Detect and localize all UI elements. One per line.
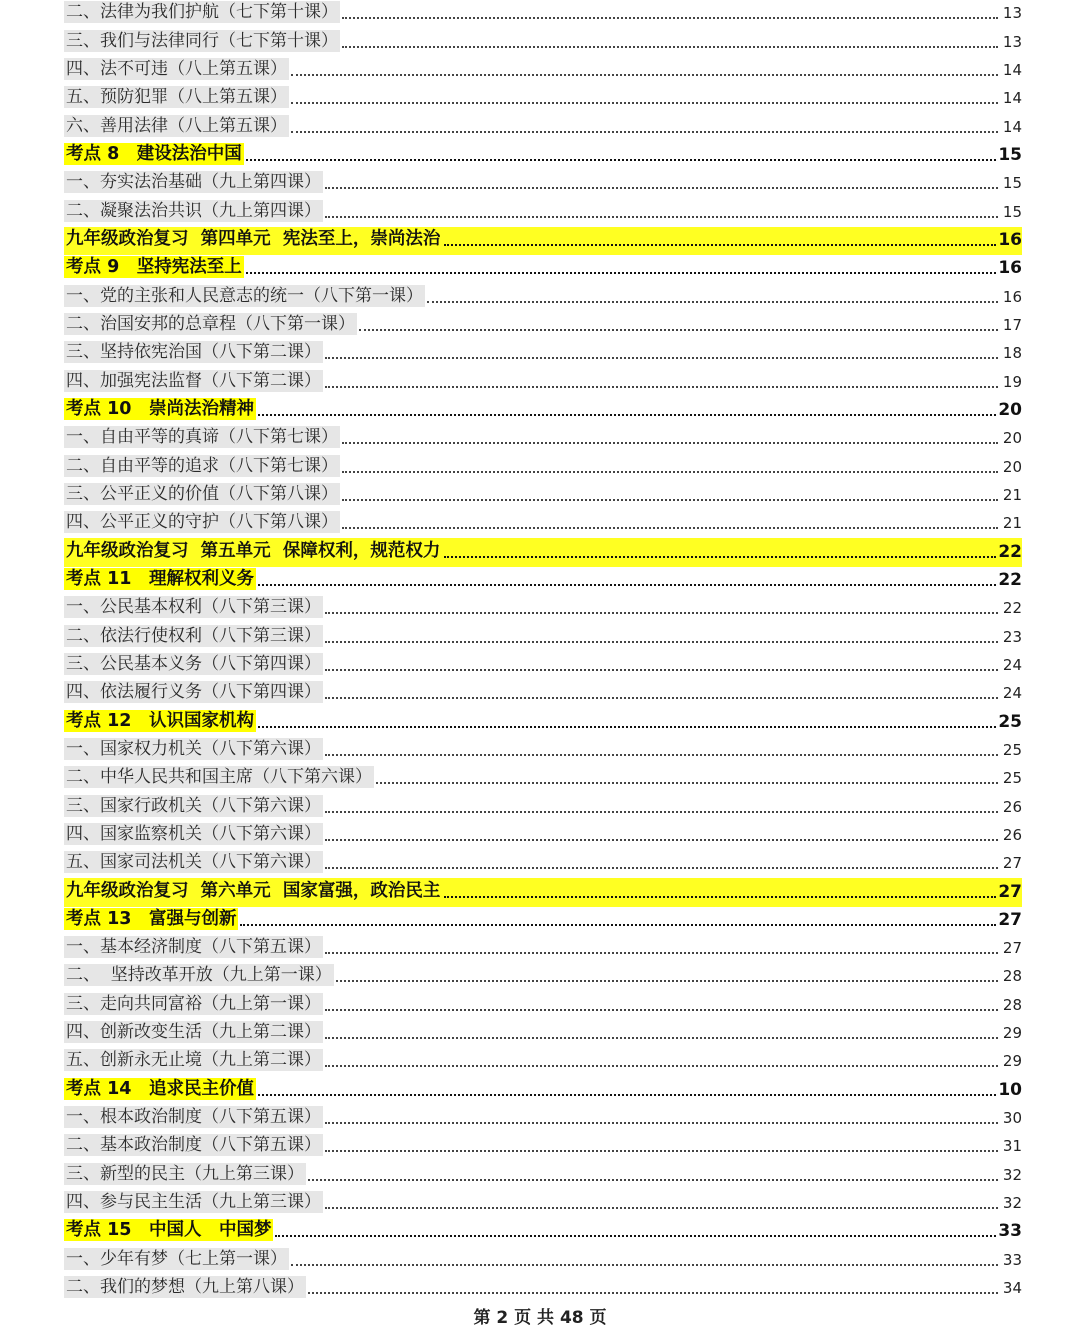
toc-entry[interactable] <box>64 1246 1022 1274</box>
toc-page-number: 22 <box>998 541 1022 562</box>
toc-page-number: 23 <box>1002 627 1022 646</box>
toc-entry[interactable] <box>64 737 1022 765</box>
toc-entry[interactable] <box>64 453 1022 481</box>
dot-leader <box>444 556 996 558</box>
toc-page-number: 20 <box>1002 457 1022 476</box>
toc-entry[interactable] <box>64 1275 1022 1303</box>
dot-leader <box>325 612 998 614</box>
dot-leader <box>325 641 998 643</box>
toc-page-number: 14 <box>1002 117 1022 136</box>
toc-entry-title: 三、公平正义的价值（八下第八课） <box>66 483 338 504</box>
dot-leader <box>336 980 998 982</box>
toc-page-number: 14 <box>1002 60 1022 79</box>
toc-entry[interactable] <box>64 1048 1022 1076</box>
dot-leader <box>444 244 996 246</box>
toc-entry[interactable] <box>64 340 1022 368</box>
toc-page-number: 27 <box>998 881 1022 902</box>
toc-entry-title: 九年级政治复习 第四单元 宪法至上，崇尚法治 <box>66 228 441 249</box>
dot-leader <box>325 867 998 869</box>
toc-entry[interactable] <box>64 1133 1022 1161</box>
toc-entry[interactable] <box>64 935 1022 963</box>
toc-entry-title: 六、善用法律（八上第五课） <box>66 115 287 136</box>
toc-section-heading[interactable] <box>64 567 1022 595</box>
toc-entry-title: 二、 坚持改革开放（九上第一课） <box>66 965 332 986</box>
dot-leader <box>325 1037 998 1039</box>
dot-leader <box>342 471 998 473</box>
dot-leader <box>325 216 998 218</box>
toc-page-number: 31 <box>1002 1137 1022 1156</box>
toc-entry[interactable] <box>64 0 1022 28</box>
toc-page-number: 32 <box>1002 1165 1022 1184</box>
toc-entry[interactable] <box>64 113 1022 141</box>
toc-unit-heading[interactable] <box>64 227 1022 255</box>
toc-entry-title: 一、夯实法治基础（九上第四课） <box>66 172 321 193</box>
toc-section-heading[interactable] <box>64 1218 1022 1246</box>
toc-section-heading[interactable] <box>64 397 1022 425</box>
dot-leader <box>258 584 996 586</box>
toc-entry[interactable] <box>64 652 1022 680</box>
toc-entry-title: 一、党的主张和人民意志的统一（八下第一课） <box>66 285 423 306</box>
toc-entry-title: 三、我们与法律同行（七下第十课） <box>66 30 338 51</box>
toc-page-number: 33 <box>998 1221 1022 1242</box>
toc-entry[interactable] <box>64 482 1022 510</box>
dot-leader <box>258 726 996 728</box>
toc-page-number: 13 <box>1002 32 1022 51</box>
toc-entry-title: 二、自由平等的追求（八下第七课） <box>66 455 338 476</box>
toc-entry-title: 考点 8 建设法治中国 <box>66 143 242 164</box>
toc-entry[interactable] <box>64 680 1022 708</box>
toc-page-number: 33 <box>1002 1250 1022 1269</box>
dot-leader <box>325 187 998 189</box>
toc-entry[interactable] <box>64 368 1022 396</box>
toc-entry[interactable] <box>64 170 1022 198</box>
dot-leader <box>240 924 996 926</box>
toc-entry[interactable] <box>64 425 1022 453</box>
toc-entry-title: 五、创新永无止境（九上第二课） <box>66 1050 321 1071</box>
toc-page-number: 15 <box>1002 202 1022 221</box>
dot-leader <box>325 669 998 671</box>
toc-entry-title: 四、国家监察机关（八下第六课） <box>66 823 321 844</box>
toc-entry-title: 一、公民基本权利（八下第三课） <box>66 597 321 618</box>
toc-page-number: 26 <box>1002 825 1022 844</box>
toc-page-number: 16 <box>998 229 1022 250</box>
toc-entry[interactable] <box>64 623 1022 651</box>
toc-page-number: 27 <box>1002 939 1022 958</box>
dot-leader <box>325 386 998 388</box>
toc-entry-title: 四、依法履行义务（八下第四课） <box>66 682 321 703</box>
dot-leader <box>325 357 998 359</box>
toc-entry[interactable] <box>64 1190 1022 1218</box>
dot-leader <box>325 754 998 756</box>
toc-entry[interactable] <box>64 1105 1022 1133</box>
table-of-contents <box>64 0 1022 1303</box>
dot-leader <box>359 329 998 331</box>
dot-leader <box>325 811 998 813</box>
toc-entry[interactable] <box>64 963 1022 991</box>
toc-page-number: 20 <box>1002 429 1022 448</box>
toc-entry[interactable] <box>64 57 1022 85</box>
toc-page-number: 30 <box>1002 1109 1022 1128</box>
toc-entry[interactable] <box>64 765 1022 793</box>
dot-leader <box>427 301 998 303</box>
dot-leader <box>342 527 998 529</box>
toc-section-heading[interactable] <box>64 1076 1022 1104</box>
toc-page-number: 29 <box>1002 1024 1022 1043</box>
toc-page-number: 10 <box>998 1079 1022 1100</box>
toc-entry[interactable] <box>64 198 1022 226</box>
toc-entry[interactable] <box>64 822 1022 850</box>
toc-entry-title: 三、新型的民主（九上第三课） <box>66 1163 304 1184</box>
dot-leader <box>325 697 998 699</box>
toc-section-heading[interactable] <box>64 255 1022 283</box>
toc-entry[interactable] <box>64 85 1022 113</box>
dot-leader <box>308 1179 998 1181</box>
toc-entry-title: 考点 14 追求民主价值 <box>66 1078 254 1099</box>
toc-entry[interactable] <box>64 793 1022 821</box>
toc-entry-title: 五、国家司法机关（八下第六课） <box>66 852 321 873</box>
toc-entry-title: 三、国家行政机关（八下第六课） <box>66 795 321 816</box>
dot-leader <box>291 74 998 76</box>
toc-entry-title: 二、我们的梦想（九上第八课） <box>66 1277 304 1298</box>
toc-entry-title: 二、基本政治制度（八下第五课） <box>66 1135 321 1156</box>
toc-section-heading[interactable] <box>64 708 1022 736</box>
dot-leader <box>258 1094 996 1096</box>
dot-leader <box>444 896 996 898</box>
dot-leader <box>342 442 998 444</box>
toc-entry-title: 四、加强宪法监督（八下第二课） <box>66 370 321 391</box>
toc-entry-title: 四、创新改变生活（九上第二课） <box>66 1022 321 1043</box>
toc-entry-title: 五、预防犯罪（八上第五课） <box>66 87 287 108</box>
toc-page-number: 25 <box>1002 769 1022 788</box>
toc-entry-title: 一、自由平等的真谛（八下第七课） <box>66 427 338 448</box>
toc-page-number: 21 <box>1002 485 1022 504</box>
dot-leader <box>342 46 998 48</box>
toc-entry-title: 考点 10 崇尚法治精神 <box>66 398 254 419</box>
dot-leader <box>325 1122 998 1124</box>
toc-page-number: 25 <box>1002 740 1022 759</box>
dot-leader <box>325 1207 998 1209</box>
toc-page-number: 15 <box>1002 174 1022 193</box>
toc-entry[interactable] <box>64 312 1022 340</box>
toc-entry-title: 二、治国安邦的总章程（八下第一课） <box>66 313 355 334</box>
toc-entry-title: 二、凝聚法治共识（九上第四课） <box>66 200 321 221</box>
toc-page-number: 24 <box>1002 655 1022 674</box>
toc-entry-title: 一、少年有梦（七上第一课） <box>66 1248 287 1269</box>
dot-leader <box>291 131 998 133</box>
toc-page-number: 34 <box>1002 1279 1022 1298</box>
toc-entry-title: 四、公平正义的守护（八下第八课） <box>66 512 338 533</box>
toc-entry[interactable] <box>64 850 1022 878</box>
toc-page-number: 13 <box>1002 4 1022 23</box>
toc-entry-title: 九年级政治复习 第五单元 保障权利，规范权力 <box>66 540 441 561</box>
toc-entry[interactable] <box>64 28 1022 56</box>
toc-entry-title: 三、公民基本义务（八下第四课） <box>66 653 321 674</box>
toc-entry[interactable] <box>64 1020 1022 1048</box>
toc-page-number: 22 <box>1002 599 1022 618</box>
dot-leader <box>325 952 998 954</box>
toc-entry-title: 考点 11 理解权利义务 <box>66 568 254 589</box>
toc-page-number: 29 <box>1002 1052 1022 1071</box>
toc-entry-title: 二、依法行使权利（八下第三课） <box>66 625 321 646</box>
toc-section-heading[interactable] <box>64 142 1022 170</box>
toc-entry-title: 考点 13 富强与创新 <box>66 908 237 929</box>
toc-page-number: 24 <box>1002 684 1022 703</box>
toc-entry-title: 一、国家权力机关（八下第六课） <box>66 738 321 759</box>
toc-page-number: 28 <box>1002 967 1022 986</box>
dot-leader <box>325 1009 998 1011</box>
toc-entry[interactable] <box>64 1161 1022 1189</box>
toc-page-number: 16 <box>998 258 1022 279</box>
toc-entry[interactable] <box>64 595 1022 623</box>
toc-entry-title: 考点 15 中国人 中国梦 <box>66 1220 272 1241</box>
toc-entry-title: 三、坚持依宪治国（八下第二课） <box>66 342 321 363</box>
dot-leader <box>342 17 998 19</box>
toc-page-number: 17 <box>1002 315 1022 334</box>
page-footer: 第 2 页 共 48 页 <box>473 1308 607 1328</box>
dot-leader <box>275 1235 996 1237</box>
toc-section-heading[interactable] <box>64 907 1022 935</box>
dot-leader <box>376 782 998 784</box>
toc-page-number: 22 <box>998 569 1022 590</box>
toc-entry-title: 一、根本政治制度（八下第五课） <box>66 1107 321 1128</box>
toc-unit-heading[interactable] <box>64 538 1022 566</box>
toc-page-number: 27 <box>1002 854 1022 873</box>
toc-entry[interactable] <box>64 283 1022 311</box>
toc-unit-heading[interactable] <box>64 878 1022 906</box>
toc-entry-title: 考点 9 坚持宪法至上 <box>66 257 242 278</box>
dot-leader <box>291 102 998 104</box>
toc-entry-title: 四、参与民主生活（九上第三课） <box>66 1192 321 1213</box>
toc-page-number: 14 <box>1002 89 1022 108</box>
dot-leader <box>246 159 997 161</box>
dot-leader <box>246 272 997 274</box>
toc-entry-title: 三、走向共同富裕（九上第一课） <box>66 993 321 1014</box>
dot-leader <box>342 499 998 501</box>
toc-entry-title: 二、法律为我们护航（七下第十课） <box>66 2 338 23</box>
toc-page-number: 15 <box>998 144 1022 165</box>
toc-page-number: 19 <box>1002 372 1022 391</box>
toc-page-number: 32 <box>1002 1194 1022 1213</box>
toc-page-number: 20 <box>998 399 1022 420</box>
toc-entry[interactable] <box>64 991 1022 1019</box>
dot-leader <box>308 1292 998 1294</box>
dot-leader <box>325 1065 998 1067</box>
dot-leader <box>325 839 998 841</box>
toc-page-number: 28 <box>1002 995 1022 1014</box>
dot-leader <box>325 1150 998 1152</box>
toc-page-number: 25 <box>998 711 1022 732</box>
toc-entry[interactable] <box>64 510 1022 538</box>
toc-page-number: 27 <box>998 909 1022 930</box>
toc-page-number: 16 <box>1002 287 1022 306</box>
dot-leader <box>258 414 996 416</box>
toc-entry-title: 二、中华人民共和国主席（八下第六课） <box>66 767 372 788</box>
toc-page-number: 18 <box>1002 344 1022 363</box>
toc-entry-title: 考点 12 认识国家机构 <box>66 710 254 731</box>
toc-page-number: 21 <box>1002 514 1022 533</box>
toc-entry-title: 一、基本经济制度（八下第五课） <box>66 937 321 958</box>
toc-page-number: 26 <box>1002 797 1022 816</box>
toc-entry-title: 九年级政治复习 第六单元 国家富强，政治民主 <box>66 880 441 901</box>
toc-entry-title: 四、法不可违（八上第五课） <box>66 58 287 79</box>
dot-leader <box>291 1264 998 1266</box>
